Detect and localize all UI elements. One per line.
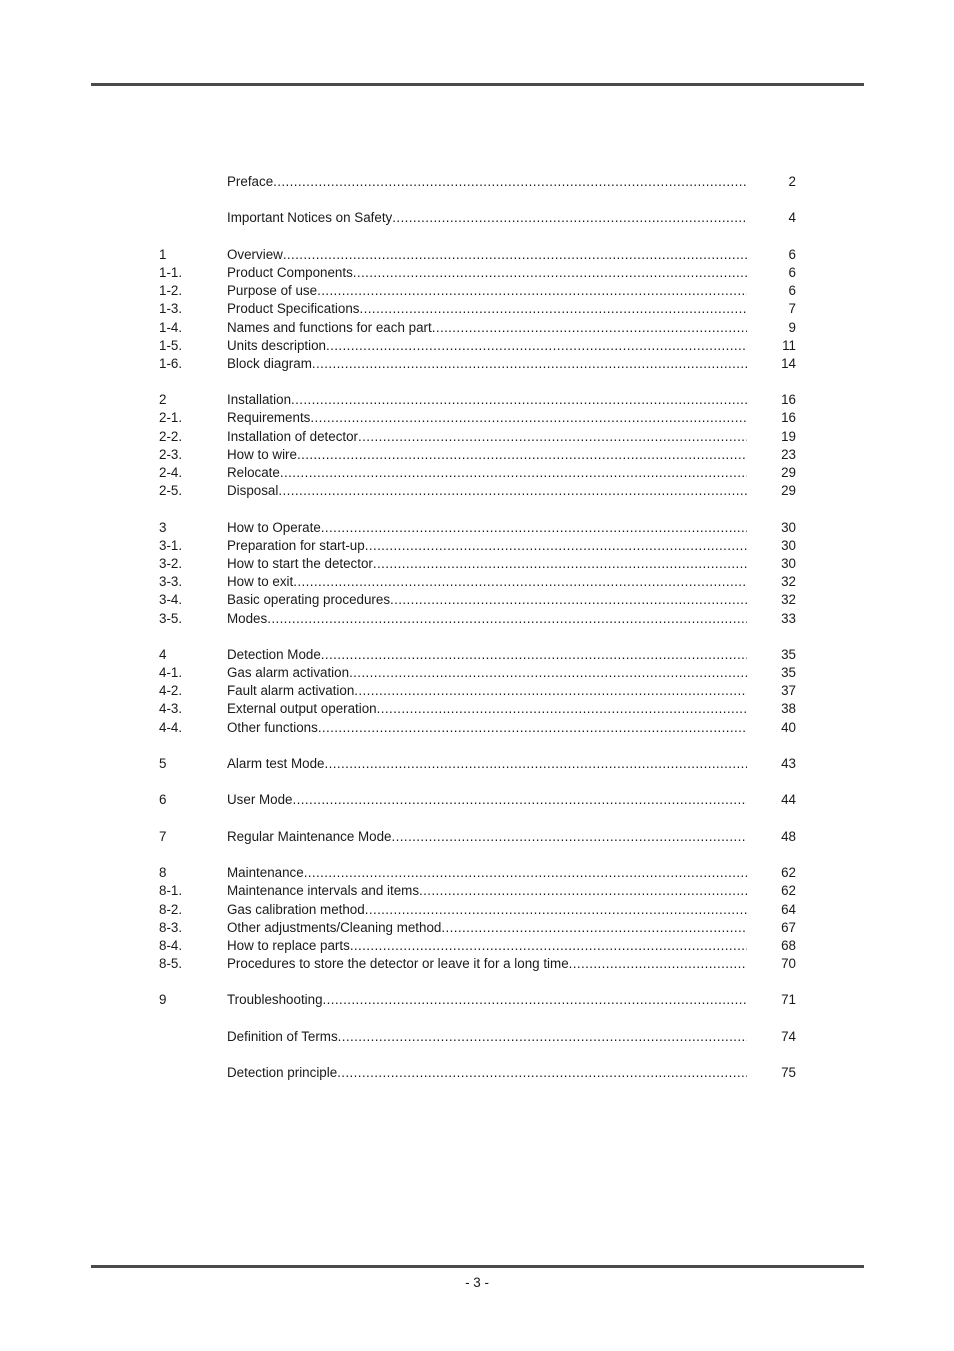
- toc-entry-number: 4-3.: [159, 701, 183, 717]
- toc-entry-page: 29: [781, 465, 796, 480]
- toc-entry-page: 44: [781, 792, 796, 808]
- toc-entry-page: 30: [781, 537, 796, 553]
- toc-entry[interactable]: [0, 173, 954, 191]
- toc-entry[interactable]: [0, 446, 954, 464]
- table-of-contents: [0, 173, 954, 1082]
- toc-entry-number: 3-5.: [159, 610, 183, 626]
- toc-entry[interactable]: [0, 646, 954, 664]
- toc-entry[interactable]: [0, 282, 954, 300]
- toc-entry-page: 23: [781, 446, 796, 462]
- toc-entry[interactable]: [0, 428, 954, 446]
- toc-entry-title: [227, 319, 747, 337]
- toc-entry-title-text: Installation: [227, 392, 292, 408]
- toc-entry-title-text: Disposal: [227, 483, 279, 499]
- toc-entry-title-text: Requirements: [227, 410, 311, 426]
- toc-entry-title-text: Other adjustments/Cleaning method: [227, 919, 442, 935]
- toc-entry[interactable]: [0, 464, 954, 482]
- toc-entry[interactable]: [0, 991, 954, 1009]
- toc-entry-title: [227, 337, 747, 355]
- toc-entry-number: 4: [159, 646, 167, 662]
- toc-entry-number: 3-4.: [159, 592, 183, 608]
- toc-entry[interactable]: [0, 664, 954, 682]
- toc-entry-title-text: Product Components: [227, 264, 353, 280]
- toc-entry[interactable]: [0, 264, 954, 282]
- toc-entry-title-text: Important Notices on Safety: [227, 210, 393, 226]
- toc-entry-number: 9: [159, 992, 167, 1008]
- toc-entry-number: 2-2.: [159, 428, 183, 444]
- toc-entry-title: [227, 519, 747, 537]
- toc-entry-title-text: Units description: [227, 337, 326, 353]
- toc-entry[interactable]: [0, 610, 954, 628]
- toc-entry[interactable]: [0, 573, 954, 591]
- toc-entry-title: [227, 482, 747, 500]
- toc-entry-page: 6: [788, 246, 796, 262]
- toc-entry[interactable]: [0, 1064, 954, 1082]
- toc-entry-number: 2-4.: [159, 465, 183, 480]
- toc-entry-page: 74: [781, 1028, 796, 1044]
- toc-entry-number: 6: [159, 792, 167, 808]
- toc-entry-title-text: Definition of Terms: [227, 1028, 338, 1044]
- toc-entry-title-text: How to wire: [227, 446, 297, 462]
- toc-entry-page: 32: [781, 574, 796, 590]
- toc-entry[interactable]: [0, 955, 954, 973]
- toc-entry-title: [227, 755, 747, 773]
- toc-entry-title: [227, 937, 747, 955]
- toc-entry-title-text: Overview: [227, 246, 283, 262]
- toc-entry-title: [227, 537, 747, 555]
- toc-entry-page: 2: [788, 174, 796, 189]
- toc-entry-title-text: Alarm test Mode: [227, 756, 325, 771]
- toc-entry-page: 70: [781, 956, 796, 972]
- toc-entry-title: [227, 1064, 747, 1082]
- toc-entry[interactable]: [0, 337, 954, 355]
- toc-entry-title-text: External output operation: [227, 701, 377, 717]
- toc-entry-number: 8-2.: [159, 901, 183, 917]
- toc-entry-title: [227, 591, 747, 609]
- toc-entry[interactable]: [0, 519, 954, 537]
- toc-entry-number: 4-2.: [159, 683, 183, 699]
- toc-entry-title: [227, 991, 747, 1009]
- toc-entry-title: [227, 901, 747, 919]
- toc-entry[interactable]: [0, 355, 954, 373]
- toc-entry-number: 5: [159, 756, 167, 771]
- toc-entry-page: 16: [781, 392, 796, 408]
- toc-entry-page: 68: [781, 937, 796, 953]
- toc-entry-number: 4-1.: [159, 665, 183, 681]
- toc-entry-title-text: Gas calibration method: [227, 901, 365, 917]
- toc-entry-title: [227, 719, 747, 737]
- toc-entry[interactable]: [0, 882, 954, 900]
- toc-entry[interactable]: [0, 1028, 954, 1046]
- toc-entry-title-text: How to Operate: [227, 519, 321, 535]
- toc-entry-title-text: How to replace parts: [227, 937, 350, 953]
- toc-entry-page: 62: [781, 865, 796, 881]
- toc-entry-page: 11: [782, 337, 796, 353]
- page-number: - 3 -: [465, 1275, 489, 1290]
- toc-entry-page: 6: [788, 264, 796, 280]
- toc-entry-title-text: User Mode: [227, 792, 293, 808]
- toc-entry-number: 3-3.: [159, 574, 183, 590]
- toc-entry[interactable]: [0, 864, 954, 882]
- toc-entry-number: 1-5.: [159, 337, 183, 353]
- toc-entry-page: 4: [788, 210, 796, 226]
- toc-entry[interactable]: [0, 246, 954, 264]
- toc-entry[interactable]: [0, 719, 954, 737]
- toc-entry-title: [227, 791, 747, 809]
- toc-entry[interactable]: [0, 682, 954, 700]
- toc-entry-title: [227, 955, 747, 973]
- toc-entry-number: 3-2.: [159, 555, 183, 571]
- toc-entry[interactable]: [0, 319, 954, 337]
- toc-entry-title: [227, 882, 747, 900]
- toc-entry-page: 71: [781, 992, 796, 1008]
- toc-entry-number: 1-2.: [159, 283, 183, 299]
- toc-entry-number: 2: [159, 392, 167, 408]
- toc-entry-page: 62: [781, 883, 796, 899]
- toc-entry[interactable]: [0, 828, 954, 846]
- toc-entry[interactable]: [0, 409, 954, 427]
- toc-entry-title: [227, 864, 747, 882]
- toc-entry-number: 8-1.: [159, 883, 183, 899]
- toc-entry[interactable]: [0, 300, 954, 318]
- toc-entry-page: 7: [788, 301, 796, 317]
- toc-entry-title-text: Basic operating procedures: [227, 592, 391, 608]
- toc-entry[interactable]: [0, 937, 954, 955]
- toc-entry-page: 14: [781, 355, 796, 371]
- toc-entry-number: 2-1.: [159, 410, 183, 426]
- toc-entry-title-text: Product Specifications: [227, 301, 360, 317]
- toc-entry-title-text: Purpose of use: [227, 283, 318, 299]
- toc-entry-title-text: How to exit: [227, 574, 294, 590]
- toc-entry-title: [227, 428, 747, 446]
- toc-entry-title: [227, 282, 747, 300]
- toc-entry-number: 1-4.: [159, 319, 183, 335]
- toc-entry[interactable]: [0, 901, 954, 919]
- toc-entry[interactable]: [0, 791, 954, 809]
- toc-entry-page: 64: [781, 901, 796, 917]
- toc-entry-number: 8: [159, 865, 167, 881]
- toc-entry-page: 67: [781, 919, 796, 935]
- toc-entry-page: 30: [781, 519, 796, 535]
- toc-entry-page: 75: [781, 1065, 796, 1081]
- toc-entry[interactable]: [0, 700, 954, 718]
- toc-entry-title-text: Troubleshooting: [227, 992, 323, 1008]
- toc-entry-title-text: Procedures to store the detector or leave it for a long time: [227, 956, 569, 972]
- toc-entry[interactable]: [0, 919, 954, 937]
- toc-entry-title: [227, 446, 747, 464]
- toc-entry[interactable]: [0, 391, 954, 409]
- toc-entry-number: 1-6.: [159, 355, 183, 371]
- toc-entry-page: 9: [788, 319, 796, 335]
- toc-entry-title: [227, 173, 747, 191]
- toc-entry-page: 6: [788, 283, 796, 299]
- toc-entry-title-text: Maintenance: [227, 865, 304, 881]
- toc-entry-page: 30: [781, 555, 796, 571]
- toc-entry-title: [227, 682, 747, 700]
- toc-entry-title: [227, 664, 747, 682]
- toc-entry-page: 16: [781, 410, 796, 426]
- toc-entry-title: [227, 555, 747, 573]
- toc-entry-title-text: Installation of detector: [227, 428, 359, 444]
- toc-entry-number: 8-5.: [159, 956, 183, 972]
- toc-entry-title-text: Names and functions for each part: [227, 319, 432, 335]
- toc-entry[interactable]: [0, 555, 954, 573]
- toc-entry-number: 2-3.: [159, 446, 183, 462]
- toc-entry-title: [227, 919, 747, 937]
- toc-entry-title: [227, 246, 747, 264]
- toc-entry-title-text: How to start the detector: [227, 555, 373, 571]
- toc-entry-number: 4-4.: [159, 719, 183, 735]
- toc-entry-title-text: Fault alarm activation: [227, 683, 355, 699]
- toc-entry-page: 40: [781, 719, 796, 735]
- toc-entry-title: [227, 355, 747, 373]
- toc-entry[interactable]: [0, 209, 954, 227]
- toc-entry-title: [227, 264, 747, 282]
- toc-entry-title-text: Block diagram: [227, 355, 312, 371]
- toc-entry[interactable]: [0, 591, 954, 609]
- toc-entry-title: [227, 464, 747, 482]
- toc-entry-page: 33: [781, 610, 796, 626]
- toc-entry-number: 1-1.: [159, 264, 183, 280]
- toc-entry-title: [227, 700, 747, 718]
- toc-entry-number: 1-3.: [159, 301, 183, 317]
- toc-entry-page: 38: [781, 701, 796, 717]
- toc-entry-title: [227, 409, 747, 427]
- toc-entry-title: [227, 300, 747, 318]
- toc-entry-title: [227, 573, 747, 591]
- footer-rule: [91, 1265, 864, 1268]
- toc-entry[interactable]: [0, 755, 954, 773]
- toc-entry[interactable]: [0, 537, 954, 555]
- toc-entry-title-text: Detection Mode: [227, 646, 321, 662]
- toc-entry-number: 3: [159, 519, 167, 535]
- toc-entry-title-text: Other functions: [227, 719, 318, 735]
- toc-entry-number: 8-4.: [159, 937, 183, 953]
- toc-entry-title-text: Preparation for start-up: [227, 537, 365, 553]
- toc-entry-number: 1: [159, 246, 167, 262]
- header-rule: [91, 83, 864, 86]
- toc-entry-page: 43: [781, 756, 796, 771]
- toc-entry-page: 48: [781, 828, 796, 844]
- toc-entry-title-text: Maintenance intervals and items: [227, 883, 420, 899]
- toc-entry-page: 29: [781, 483, 796, 499]
- toc-entry-title-text: Detection principle: [227, 1065, 338, 1081]
- toc-entry-number: 7: [159, 828, 167, 844]
- toc-entry-title: [227, 610, 747, 628]
- toc-entry-page: 35: [781, 665, 796, 681]
- toc-entry-title: [227, 209, 747, 227]
- toc-entry-page: 19: [781, 428, 796, 444]
- toc-entry-title-text: Relocate: [227, 465, 280, 480]
- toc-entry-title-text: Gas alarm activation: [227, 665, 350, 681]
- toc-entry-number: 8-3.: [159, 919, 183, 935]
- toc-entry-title: [227, 1028, 747, 1046]
- toc-entry-page: 37: [781, 683, 796, 699]
- toc-entry-title-text: Preface: [227, 174, 274, 189]
- toc-entry-page: 35: [781, 646, 796, 662]
- toc-entry-number: 3-1.: [159, 537, 183, 553]
- toc-entry-page: 32: [781, 592, 796, 608]
- toc-entry-number: 2-5.: [159, 483, 183, 499]
- toc-entry-title: [227, 828, 747, 846]
- toc-entry-title: [227, 391, 747, 409]
- toc-entry-title-text: Modes: [227, 610, 268, 626]
- toc-entry-title-text: Regular Maintenance Mode: [227, 828, 392, 844]
- toc-entry-title: [227, 646, 747, 664]
- toc-entry[interactable]: [0, 482, 954, 500]
